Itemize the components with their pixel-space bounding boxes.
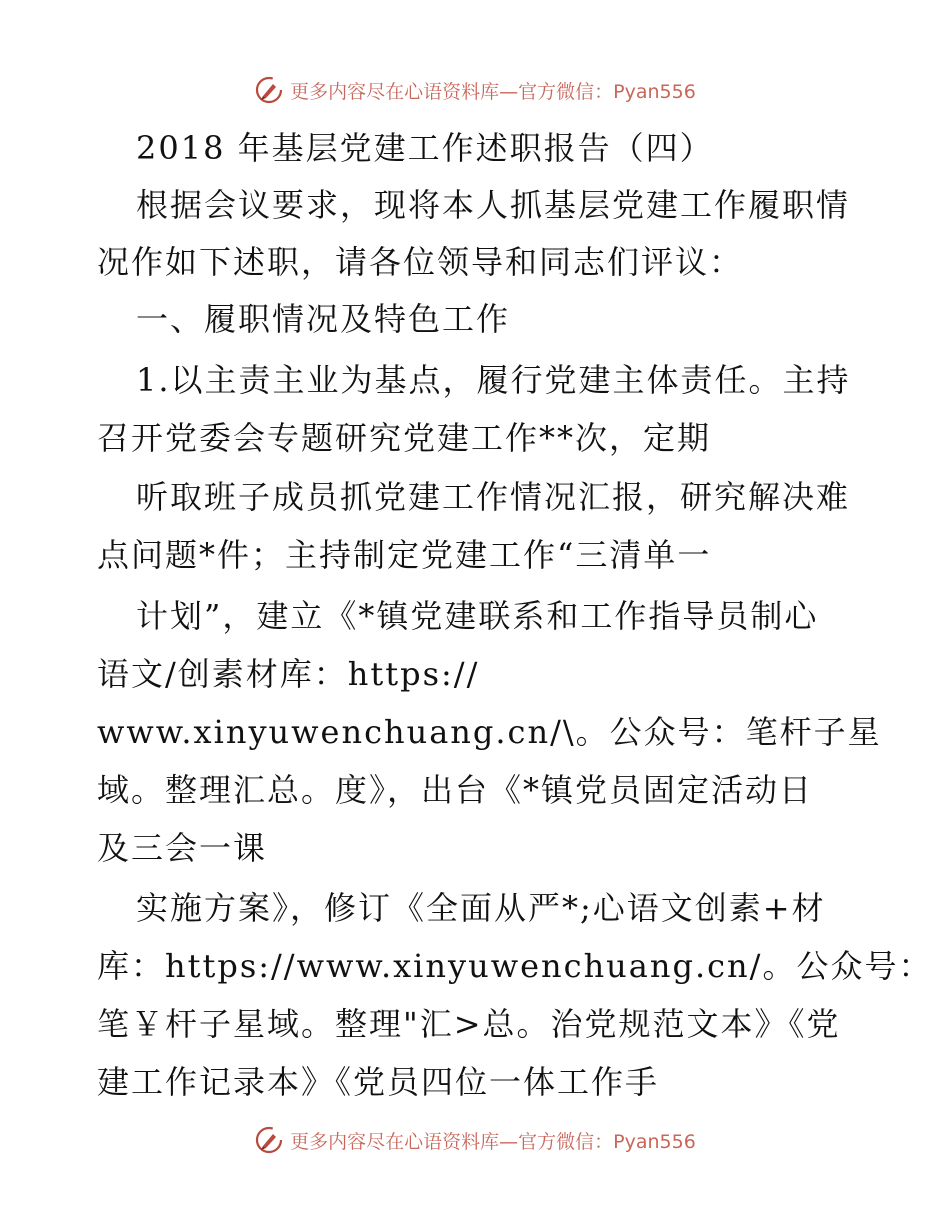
paragraph-line: 1.以主责主业为基点，履行党建主体责任。主持 [136, 361, 851, 399]
document-title: 2018 年基层党建工作述职报告（四） [136, 129, 714, 167]
paragraph-line: 及三会一课 [97, 829, 268, 867]
paragraph-line: 根据会议要求，现将本人抓基层党建工作履职情 [136, 186, 851, 224]
paragraph-line: 点问题*件；主持制定党建工作“三清单一 [97, 536, 712, 574]
paragraph-line: 召开党委会专题研究党建工作**次，定期 [97, 419, 712, 457]
section-heading: 一、履职情况及特色工作 [136, 300, 511, 338]
paragraph-line: 笔￥杆子星域。整理"汇>总。治党规范文本》《党 [97, 1005, 841, 1043]
paragraph-line: 建工作记录本》《党员四位一体工作手 [97, 1063, 660, 1101]
paragraph-line: 语文/创素材库：https:// [97, 655, 480, 693]
paragraph-line: www.xinyuwenchuang.cn/\。公众号：笔杆子星 [97, 713, 882, 751]
header-promo-text: 更多内容尽在心语资料库—官方微信： [290, 80, 614, 103]
pen-logo-icon [254, 1125, 284, 1155]
footer-wechat-id: Pyan556 [613, 1130, 696, 1153]
paragraph-line: 计划”，建立《*镇党建联系和工作指导员制心 [136, 597, 819, 635]
header-wechat-id: Pyan556 [613, 80, 696, 103]
paragraph-line: 实施方案》，修订《全面从严*;心语文创素+材 [136, 889, 826, 927]
paragraph-line: 况作如下述职，请各位领导和同志们评议： [97, 243, 744, 281]
paragraph-line: 听取班子成员抓党建工作情况汇报，研究解决难 [136, 478, 851, 516]
paragraph-line: 域。整理汇总。度》，出台《*镇党员固定活动日 [97, 771, 814, 809]
paragraph-line: 库：https://www.xinyuwenchuang.cn/。公众号： [97, 947, 933, 985]
footer-banner-text [290, 1127, 696, 1154]
footer-promo-text: 更多内容尽在心语资料库—官方微信： [290, 1130, 614, 1153]
footer-banner [0, 1120, 950, 1160]
